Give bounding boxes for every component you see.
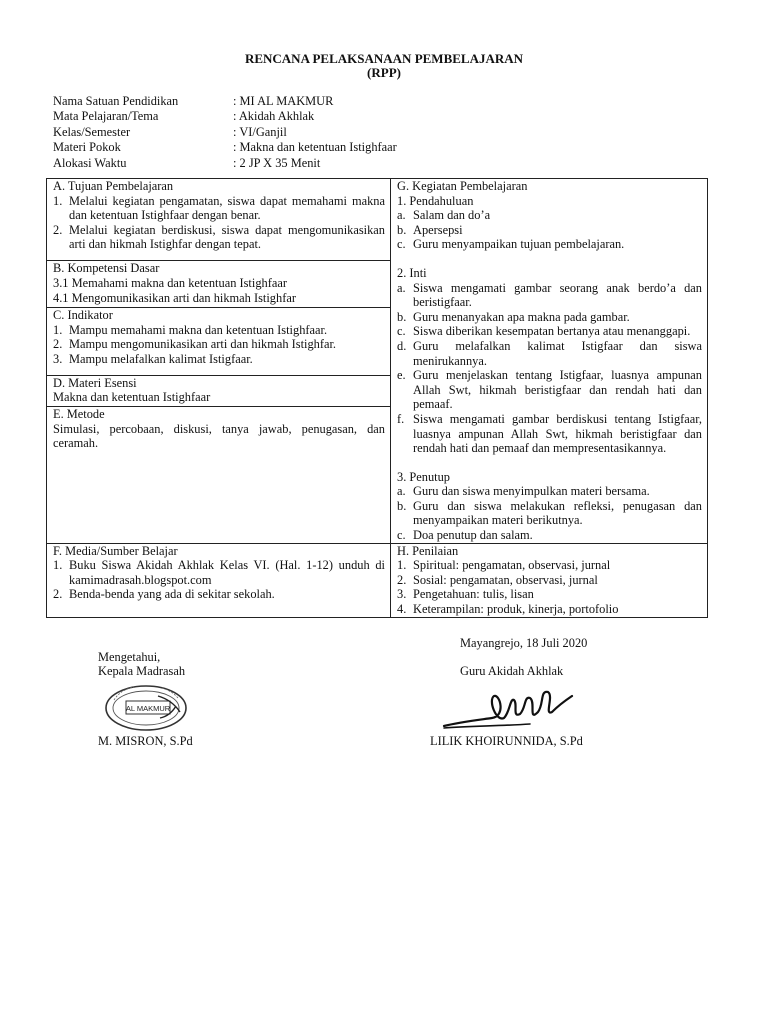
list-item: [53, 223, 385, 252]
list-item: [397, 558, 702, 573]
info-label: Nama Satuan Pendidikan: [53, 94, 179, 108]
identity-block: [53, 94, 397, 171]
list-item: [53, 587, 385, 602]
left-signature-line2: Kepala Madrasah: [98, 664, 186, 678]
materi-text: Makna dan ketentuan Istighfaar: [53, 390, 211, 405]
list-marker: c.: [397, 528, 406, 543]
penutup-list: [397, 484, 702, 542]
list-item: [397, 281, 702, 310]
teacher-handwritten-signature: [440, 682, 580, 732]
list-item: [397, 573, 702, 588]
cell-kompetensi: [47, 261, 391, 308]
list-marker: 2.: [397, 572, 407, 587]
list-text: Guru dan siswa melakukan refleksi, penugasan dan menyampaikan materi berikutnya.: [413, 498, 702, 528]
list-item: [397, 310, 702, 325]
cell-kegiatan: [391, 179, 708, 544]
cell-indikator: [47, 307, 391, 375]
list-item: [397, 368, 702, 412]
place-date: Mayangrejo, 18 Juli 2020: [460, 636, 588, 650]
list-marker: 1.: [53, 193, 63, 208]
list-item: [397, 484, 702, 499]
list-text: Mampu melafalkan kalimat Istigfaar.: [69, 351, 253, 366]
list-item: [53, 337, 385, 352]
info-value: : Akidah Akhlak: [233, 109, 315, 124]
left-signature-line1: Mengetahui,: [98, 650, 161, 664]
list-marker: a.: [397, 484, 406, 499]
list-marker: a.: [397, 280, 406, 295]
list-item: [53, 194, 385, 223]
svg-text:AL MAKMUR: AL MAKMUR: [125, 704, 171, 713]
list-item: [397, 602, 702, 617]
list-text: Benda-benda yang ada di sekitar sekolah.: [69, 587, 275, 602]
list-marker: b.: [397, 222, 407, 237]
inti-list: [397, 281, 702, 456]
list-marker: 3.: [53, 351, 63, 366]
section-heading: G. Kegiatan Pembelajaran: [397, 179, 528, 193]
kd-line: 4.1 Mengomunikasikan arti dan hikmah Istighfar: [53, 290, 296, 305]
list-item: [397, 339, 702, 368]
pendahuluan-list: [397, 208, 702, 252]
section-heading: A. Tujuan Pembelajaran: [53, 179, 174, 193]
section-heading: E. Metode: [53, 407, 105, 422]
info-label: Materi Pokok: [53, 140, 121, 155]
info-value: : VI/Ganjil: [233, 124, 287, 139]
info-value: : MI AL MAKMUR: [233, 94, 334, 108]
list-text: Guru melafalkan kalimat Istigfaar dan siswa menirukannya.: [413, 338, 702, 368]
list-marker: 2.: [53, 587, 63, 602]
list-marker: 1.: [53, 558, 63, 573]
list-marker: 2.: [53, 222, 63, 237]
kd-line: 3.1 Memahami makna dan ketentuan Istighfaar: [53, 275, 287, 290]
list-item: [397, 208, 702, 223]
list-text: Guru menyampaikan tujuan pembelajaran.: [413, 237, 625, 252]
list-text: Siswa mengamati gambar seorang anak berdo’a dan beristigfaar.: [413, 280, 702, 310]
list-marker: e.: [397, 368, 406, 383]
list-item: [397, 223, 702, 238]
list-text: Doa penutup dan salam.: [413, 528, 533, 543]
section-heading: H. Penilaian: [397, 543, 459, 558]
info-label: Kelas/Semester: [53, 124, 131, 139]
right-signature-role: Guru Akidah Akhlak: [460, 664, 564, 678]
metode-text: Simulasi, percobaan, diskusi, tanya jawab, penugasan, dan ceramah.: [53, 421, 385, 451]
section-heading: D. Materi Esensi: [53, 375, 137, 390]
info-row: [53, 94, 397, 109]
section-heading: F. Media/Sumber Belajar: [53, 543, 178, 558]
list-marker: 4.: [397, 602, 407, 617]
indikator-list: [53, 323, 385, 367]
list-text: Salam dan do’a: [413, 208, 491, 223]
list-text: Pengetahuan: tulis, lisan: [413, 587, 534, 602]
list-text: Apersepsi: [413, 222, 463, 237]
list-text: Guru dan siswa menyimpulkan materi bersama.: [413, 484, 650, 499]
madrasah-seal-stamp: [100, 680, 190, 732]
list-item: [397, 237, 702, 252]
list-item: [397, 587, 702, 602]
list-marker: d.: [397, 338, 407, 353]
list-marker: c.: [397, 324, 406, 339]
list-marker: a.: [397, 208, 406, 223]
left-signature-name: M. MISRON, S.Pd: [98, 734, 193, 748]
list-text: Guru menanyakan apa makna pada gambar.: [413, 309, 630, 324]
list-marker: 3.: [397, 587, 407, 602]
cell-penilaian: [391, 543, 708, 617]
subsection-heading: 2. Inti: [397, 265, 427, 280]
list-item: [397, 499, 702, 528]
info-row: [53, 156, 397, 171]
list-text: Buku Siswa Akidah Akhlak Kelas VI. (Hal. 1-12) unduh di kamimadrasah.blogspot.com: [69, 558, 385, 587]
section-heading: B. Kompetensi Dasar: [53, 261, 160, 276]
list-item: [397, 324, 702, 339]
list-marker: 2.: [53, 337, 63, 352]
list-text: Sosial: pengamatan, observasi, jurnal: [413, 572, 598, 587]
right-signature-name: LILIK KHOIRUNNIDA, S.Pd: [430, 734, 583, 748]
list-text: Melalui kegiatan pengamatan, siswa dapat memahami makna dan ketentuan Istighfaar dengan benar.: [69, 193, 385, 223]
tujuan-list: [53, 194, 385, 252]
title-sub: (RPP): [367, 65, 401, 80]
list-text: Mampu memahami makna dan ketentuan Istighfaar.: [69, 322, 328, 337]
list-marker: b.: [397, 498, 407, 513]
list-item: [397, 528, 702, 543]
subsection-heading: 3. Penutup: [397, 469, 451, 484]
info-value: : 2 JP X 35 Menit: [233, 155, 321, 170]
list-item: [53, 558, 385, 587]
list-text: Mampu mengomunikasikan arti dan hikmah Istighfar.: [69, 337, 337, 352]
list-marker: c.: [397, 237, 406, 252]
list-marker: 1.: [397, 558, 407, 573]
info-value: : Makna dan ketentuan Istighfaar: [233, 140, 397, 155]
rpp-table: [46, 178, 708, 618]
document-title: [0, 52, 768, 80]
list-marker: 1.: [53, 322, 63, 337]
section-heading: C. Indikator: [53, 307, 113, 322]
list-item: [397, 412, 702, 456]
list-text: Guru menjelaskan tentang Istigfaar, luasnya ampunan Allah Swt, hikmah beristigfaar dan rendah hati dan pemaaf.: [413, 368, 702, 412]
penilaian-list: [397, 558, 702, 616]
list-text: Melalui kegiatan berdiskusi, siswa dapat mengomunikasikan arti dan hikmah Istighfar dengan tepat.: [69, 222, 385, 252]
info-row: [53, 140, 397, 155]
cell-metode: [47, 407, 391, 544]
list-item: [53, 352, 385, 367]
cell-materi: [47, 375, 391, 406]
list-text: Spiritual: pengamatan, observasi, jurnal: [413, 558, 611, 573]
title-main: RENCANA PELAKSANAAN PEMBELAJARAN: [244, 51, 524, 66]
info-row: [53, 125, 397, 140]
list-text: Siswa mengamati gambar berdiskusi tentang Istigfaar, luasnya ampunan Allah Swt, hikmah beristigfaar dan rendah hati dan pemaaf dan mempresentasikannya.: [413, 411, 702, 456]
list-text: Siswa diberikan kesempatan bertanya atau menanggapi.: [413, 324, 691, 339]
subsection-heading: 1. Pendahuluan: [397, 193, 474, 208]
cell-media: [47, 543, 391, 617]
list-marker: b.: [397, 309, 407, 324]
info-label: Mata Pelajaran/Tema: [53, 109, 159, 124]
list-item: [53, 323, 385, 338]
info-row: [53, 109, 397, 124]
list-marker: f.: [397, 411, 405, 426]
info-label: Alokasi Waktu: [53, 155, 127, 170]
cell-tujuan: [47, 179, 391, 261]
media-list: [53, 558, 385, 602]
list-text: Keterampilan: produk, kinerja, portofolio: [413, 602, 619, 617]
